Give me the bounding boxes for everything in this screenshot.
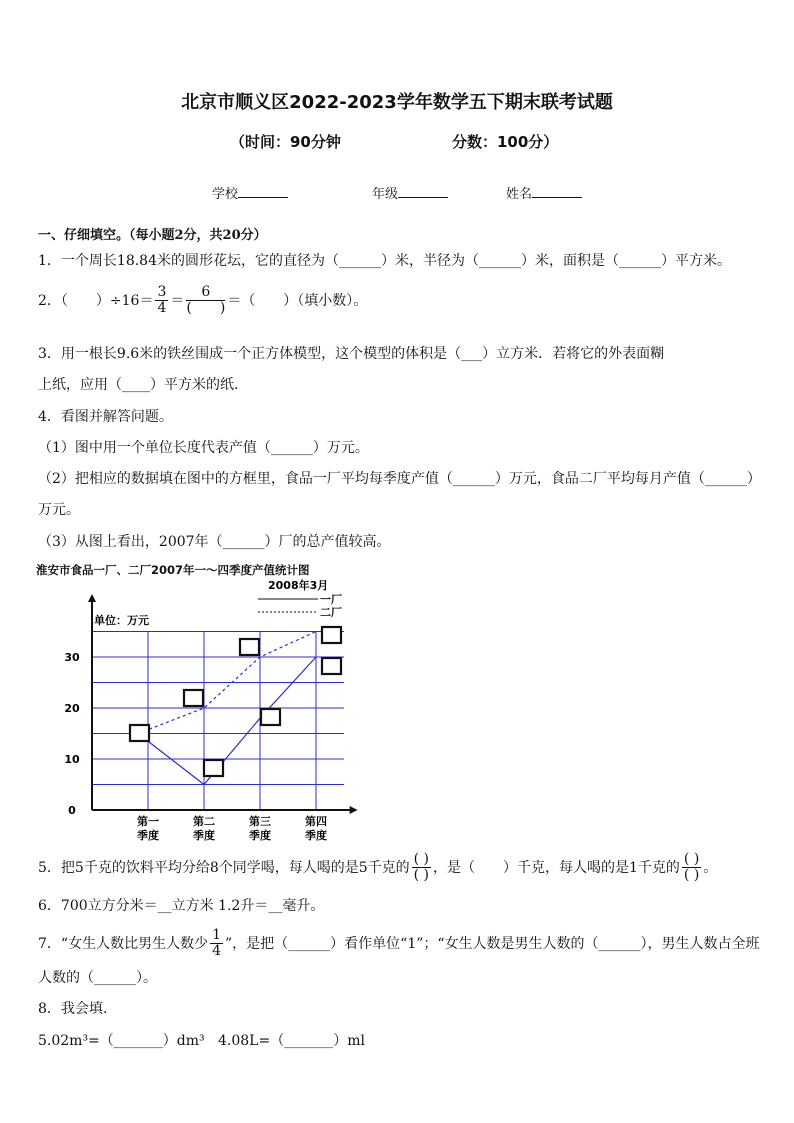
question-2 xyxy=(38,285,367,317)
q2-fraction-2: $\frac{6}{( )}$ xyxy=(186,284,226,317)
question-8-a: 5.02m³=（_______）dm³ xyxy=(38,1033,205,1049)
chart-unit-label: 单位：万元 xyxy=(94,614,149,627)
answer-box xyxy=(322,627,341,643)
question-3-line-2: 上纸，应用（____）平方米的纸. xyxy=(38,377,239,393)
answer-box xyxy=(240,639,259,655)
chart-title: 淮安市食品一厂、二厂2007年一～四季度产值统计图 xyxy=(36,563,310,577)
x-tick-label: 第三 xyxy=(249,815,271,828)
x-tick-label: 季度 xyxy=(305,829,327,842)
question-4-2-line-2: 万元。 xyxy=(38,502,80,518)
x-axis-arrow xyxy=(350,806,358,814)
grade-blank[interactable] xyxy=(398,185,448,198)
y-tick-label: 10 xyxy=(64,753,80,766)
chart-answer-boxes xyxy=(130,627,341,776)
q2-suffix: ＝（ ）（填小数）。 xyxy=(227,292,368,309)
y-tick-label: 30 xyxy=(64,651,80,664)
answer-box xyxy=(204,760,223,776)
q5-text-c: 。 xyxy=(703,859,718,876)
answer-box xyxy=(322,658,341,674)
legend-label-factory-1: 一厂 xyxy=(320,593,342,606)
chart-grid xyxy=(92,632,344,811)
chart-legend xyxy=(258,593,342,619)
school-field xyxy=(212,183,288,202)
q5-fraction-1: $\frac{( )}{( )}$ xyxy=(413,851,430,884)
section-heading: 一、仔细填空。（每小题2分，共20分） xyxy=(38,228,267,243)
x-tick-label: 第一 xyxy=(137,815,159,828)
question-8-b: 4.08L=（_______）ml xyxy=(218,1033,365,1049)
question-8: 8．我会填. xyxy=(38,1001,108,1017)
question-6: 6．700立方分米＝__立方米 1.2升＝__毫升。 xyxy=(38,898,325,914)
q7-text-b: ”，是把（______）看作单位“1”；“女生人数是男生人数的（______），男生人数占全班 xyxy=(225,935,760,952)
x-tick-label: 季度 xyxy=(137,829,159,842)
name-label: 姓名 xyxy=(506,187,533,202)
answer-box xyxy=(261,709,280,725)
q5-text-a: 5．把5千克的饮料平均分给8个同学喝，每人喝的是5千克的 xyxy=(38,859,410,876)
chart-axes xyxy=(88,594,358,814)
y-tick-label: 0 xyxy=(68,804,76,817)
line-chart xyxy=(36,576,396,846)
y-axis-arrow xyxy=(88,594,96,602)
answer-box xyxy=(130,725,149,741)
question-4-2-line-1: （2）把相应的数据填在图中的方框里，食品一厂平均每季度产值（______）万元，食品二厂平均每月产值（______） xyxy=(38,471,761,487)
grade-label: 年级 xyxy=(372,187,399,202)
exam-title: 北京市顺义区2022-2023学年数学五下期末联考试题 xyxy=(181,92,613,113)
question-3-line-1: 3．用一根长9.6米的铁丝围成一个正方体模型，这个模型的体积是（___）立方米．若将它的外表面糊 xyxy=(38,346,665,362)
exam-time: （时间：90分钟 xyxy=(230,133,341,151)
answer-box xyxy=(184,690,203,706)
x-tick-label: 第二 xyxy=(193,815,215,828)
question-1: 1．一个周长18.84米的圆形花坛，它的直径为（______）米，半径为（______）米，面积是（______）平方米。 xyxy=(38,253,731,269)
q5-fraction-2: $\frac{( )}{( )}$ xyxy=(683,851,700,884)
q7-fraction: $\frac{1}{4}$ xyxy=(212,927,221,960)
school-label: 学校 xyxy=(212,187,239,202)
q5-text-b: ，是（ ）千克，每人喝的是1千克的 xyxy=(433,859,680,876)
y-tick-label: 20 xyxy=(64,702,80,715)
q2-fraction-1: $\frac{3}{4}$ xyxy=(157,284,167,317)
q2-equals: ＝ xyxy=(170,292,185,309)
exam-score: 分数：100分） xyxy=(452,133,559,151)
q7-text-a: 7．“女生人数比男生人数少 xyxy=(38,935,209,952)
name-blank[interactable] xyxy=(532,185,582,198)
q2-prefix: 2．（ ）÷16＝ xyxy=(38,292,154,309)
question-7-line-2: 人数的（______）。 xyxy=(38,970,157,986)
chart-date: 2008年3月 xyxy=(268,579,329,592)
name-field xyxy=(506,183,582,202)
question-7-line-1 xyxy=(38,928,760,960)
series-line-factory-1 xyxy=(138,657,316,785)
chart-ticks xyxy=(64,651,327,842)
x-tick-label: 第四 xyxy=(305,815,327,828)
question-5 xyxy=(38,852,717,884)
x-tick-label: 季度 xyxy=(249,829,271,842)
grade-field xyxy=(372,183,448,202)
school-blank[interactable] xyxy=(238,185,288,198)
x-tick-label: 季度 xyxy=(193,829,215,842)
question-4-3: （3）从图上看出，2007年（______）厂的总产值较高。 xyxy=(38,534,391,550)
question-4: 4．看图并解答问题。 xyxy=(38,409,173,425)
question-4-1: （1）图中用一个单位长度代表产值（______）万元。 xyxy=(38,440,369,456)
legend-label-factory-2: 二厂 xyxy=(320,606,342,619)
